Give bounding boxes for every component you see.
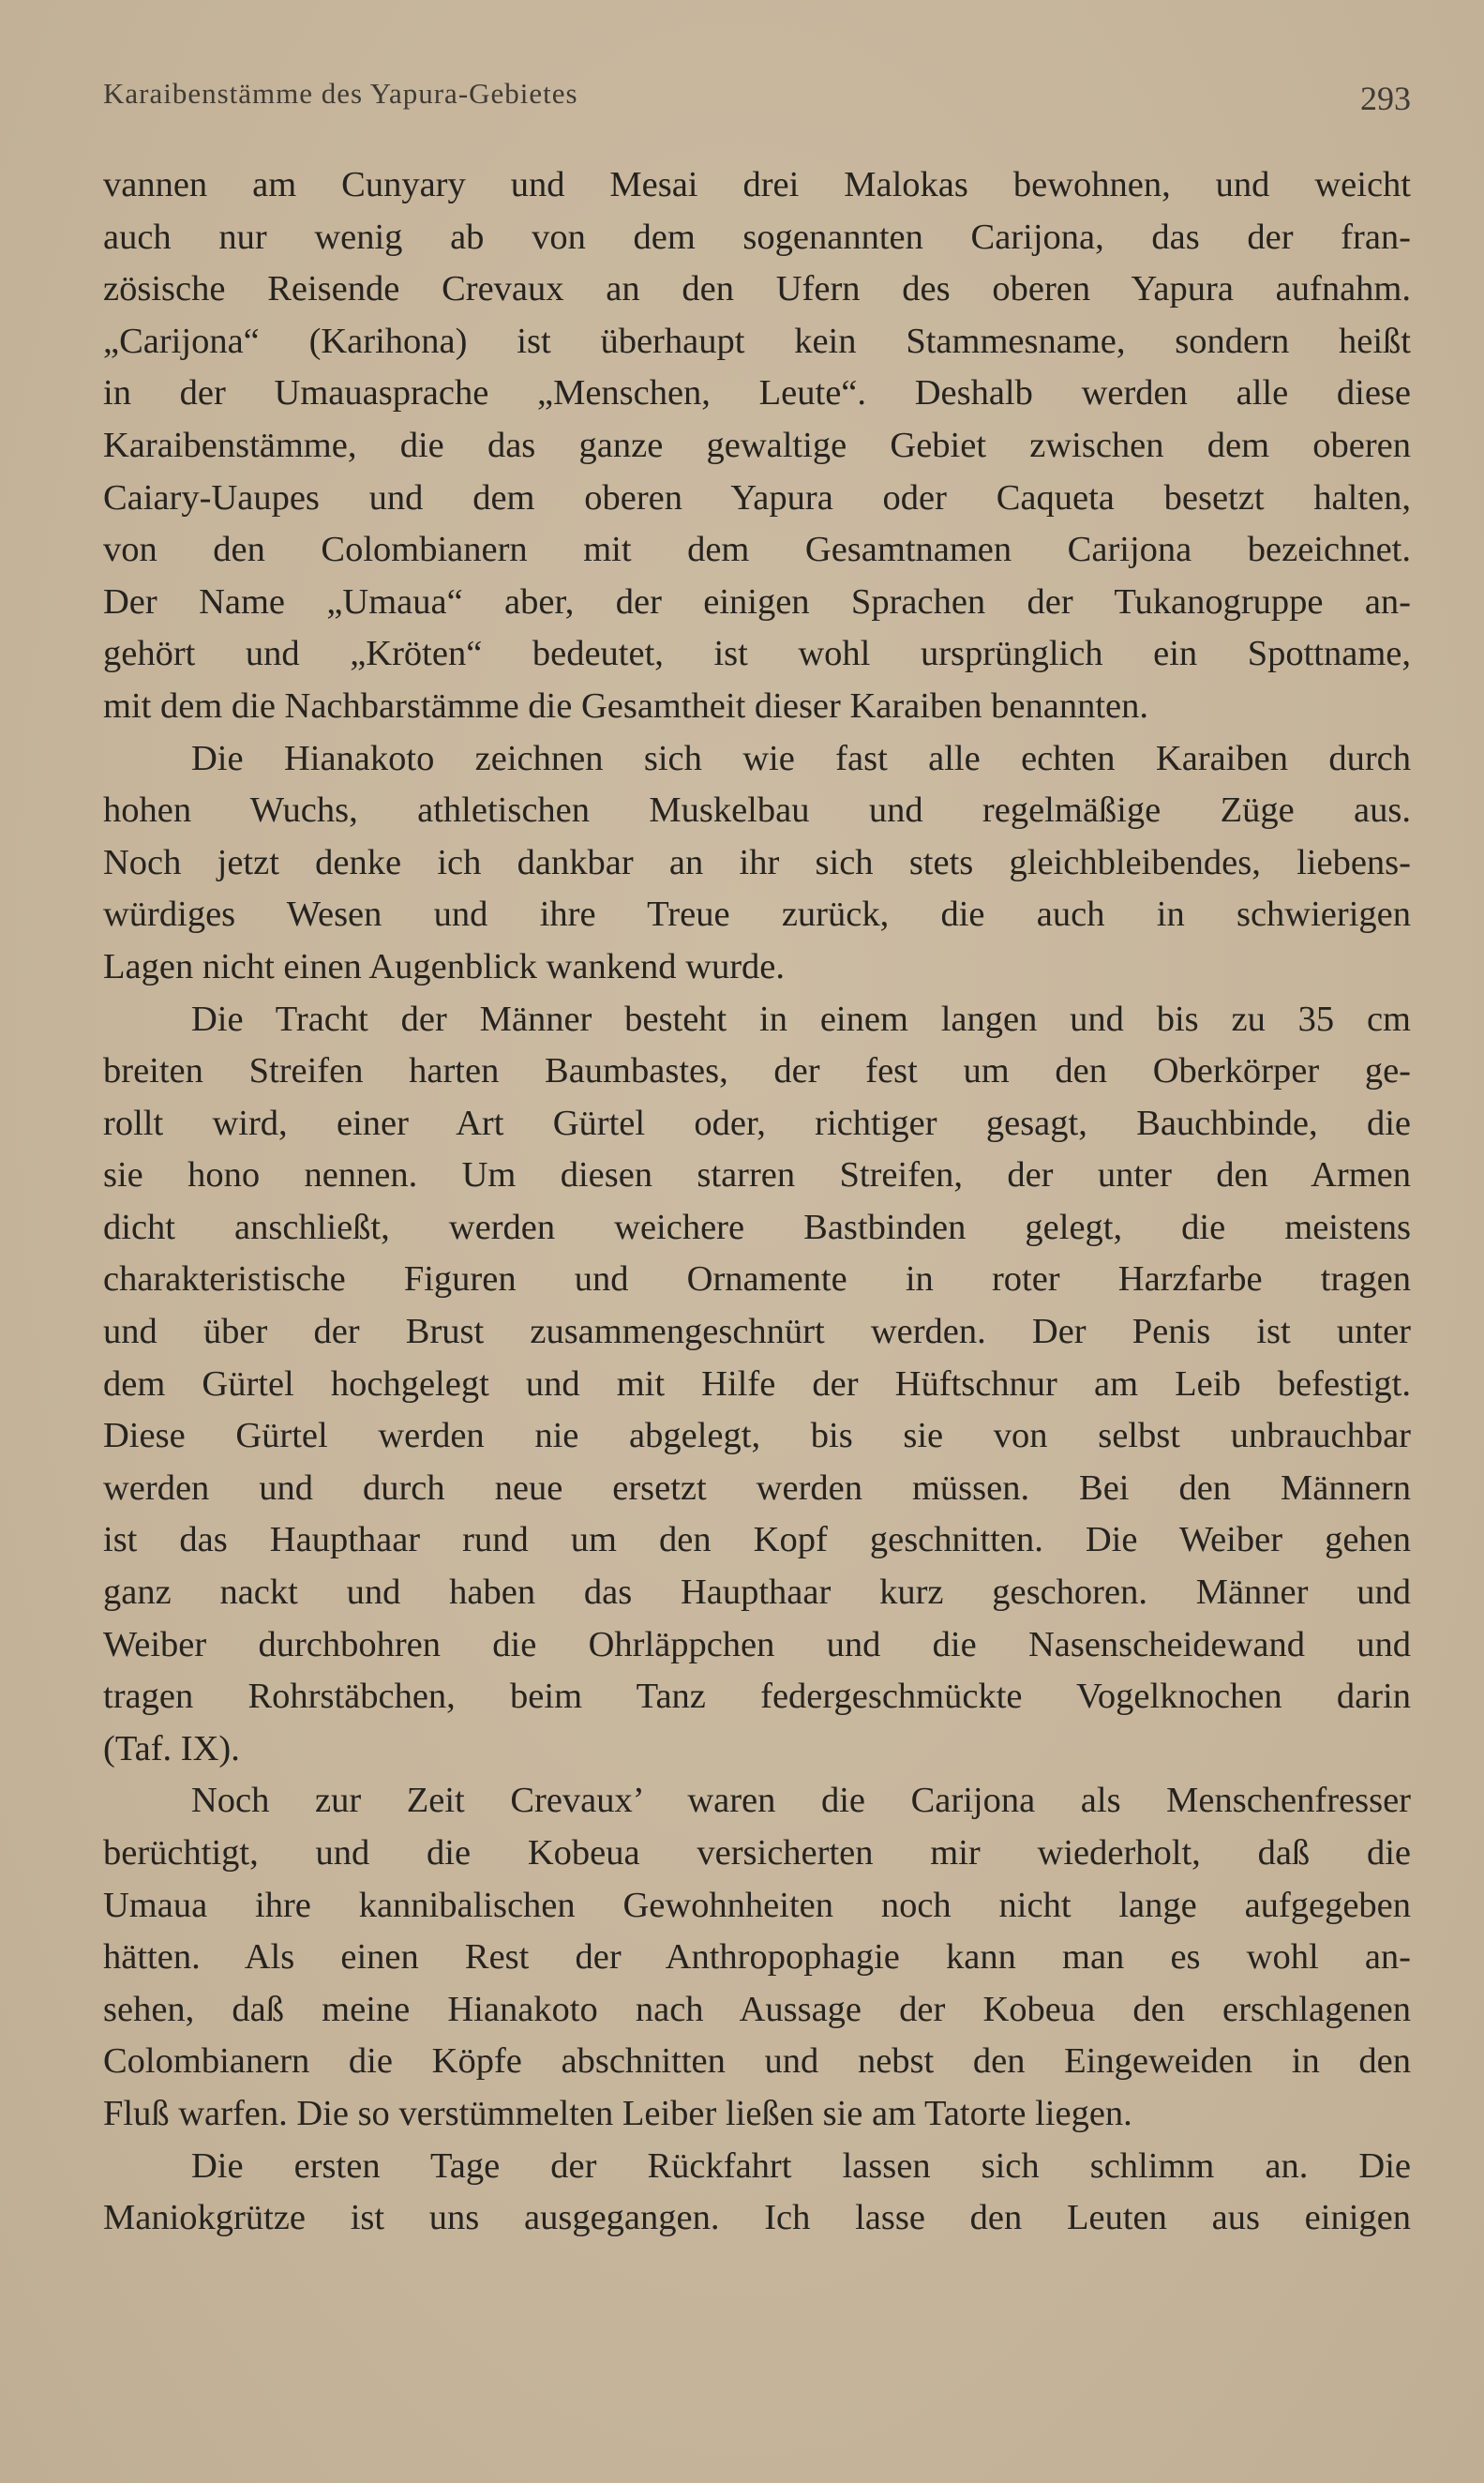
- paragraph-3: [103, 994, 1411, 1776]
- text-line: hätten. Als einen Rest der Anthropophagie kann man es wohl an-: [103, 1937, 1411, 1978]
- text-line: Diese Gürtel werden nie abgelegt, bis sie von selbst unbrauchbar: [103, 1416, 1411, 1456]
- text-line: mit dem die Nachbarstämme die Gesamtheit dieser Karaiben benannten.: [103, 685, 1149, 726]
- text-line: dicht anschließt, werden weichere Bastbinden gelegt, die meistens: [103, 1207, 1411, 1247]
- text-line: vannen am Cunyary und Mesai drei Malokas bewohnen, und weicht: [103, 165, 1411, 204]
- text-line: Die ersten Tage der Rückfahrt lassen sich schlimm an. Die: [191, 2145, 1411, 2186]
- text-line: breiten Streifen harten Baumbastes, der fest um den Oberkörper ge-: [103, 1051, 1411, 1091]
- text-line: in der Umauasprache „Menschen, Leute“. Deshalb werden alle diese: [103, 373, 1411, 414]
- text-line: Noch zur Zeit Crevaux’ waren die Carijona als Menschenfresser: [191, 1781, 1411, 1821]
- text-line: Maniokgrütze ist uns ausgegangen. Ich lasse den Leuten aus einigen: [103, 2198, 1411, 2238]
- text-line: Der Name „Umaua“ aber, der einigen Sprachen der Tukanogruppe an-: [103, 581, 1411, 622]
- text-line: ganz nackt und haben das Haupthaar kurz geschoren. Männer und: [103, 1573, 1411, 1613]
- page-number: 293: [1360, 80, 1411, 117]
- text-line: Die Tracht der Männer besteht in einem langen und bis zu 35 cm: [191, 999, 1411, 1039]
- text-line: Die Hianakoto zeichnen sich wie fast alle echten Karaiben durch: [191, 738, 1411, 778]
- text-line: werden und durch neue ersetzt werden müssen. Bei den Männern: [103, 1467, 1411, 1508]
- text-line: würdiges Wesen und ihre Treue zurück, die auch in schwierigen: [103, 895, 1411, 935]
- paragraph-1: [103, 159, 1411, 733]
- text-line: gehört und „Kröten“ bedeutet, ist wohl ursprünglich ein Spottname,: [103, 634, 1411, 674]
- text-line: „Carijona“ (Karihona) ist überhaupt kein Stammesname, sondern heißt: [103, 321, 1411, 361]
- text-line: Fluß warfen. Die so verstümmelten Leiber ließen sie am Tatorte liegen.: [103, 2093, 1132, 2133]
- text-line: rollt wird, einer Art Gürtel oder, richtiger gesagt, Bauchbinde, die: [103, 1103, 1411, 1143]
- text-line: von den Colombianern mit dem Gesamtnamen Carijona bezeichnet.: [103, 530, 1411, 570]
- text-line: charakteristische Figuren und Ornamente in roter Harzfarbe tragen: [103, 1259, 1411, 1300]
- text-line: zösische Reisende Crevaux an den Ufern des oberen Yapura aufnahm.: [103, 269, 1411, 309]
- paragraph-4: [103, 1775, 1411, 2140]
- text-line: Weiber durchbohren die Ohrläppchen und die Nasenscheidewand und: [103, 1624, 1411, 1664]
- text-line: und über der Brust zusammengeschnürt werden. Der Penis ist unter: [103, 1312, 1411, 1352]
- text-line: (Taf. IX).: [103, 1728, 240, 1768]
- text-line: Lagen nicht einen Augenblick wankend wurde.: [103, 946, 785, 986]
- text-line: sie hono nennen. Um diesen starren Streifen, der unter den Armen: [103, 1155, 1411, 1196]
- text-line: dem Gürtel hochgelegt und mit Hilfe der Hüftschnur am Leib befestigt.: [103, 1363, 1411, 1404]
- text-line: Caiary-Uaupes und dem oberen Yapura oder Caqueta besetzt halten,: [103, 477, 1411, 518]
- running-head: [103, 73, 1411, 129]
- text-line: tragen Rohrstäbchen, beim Tanz federgeschmückte Vogelknochen darin: [103, 1677, 1411, 1717]
- text-line: sehen, daß meine Hianakoto nach Aussage der Kobeua den erschlagenen: [103, 1989, 1411, 2029]
- text-line: Noch jetzt denke ich dankbar an ihr sich stets gleichbleibendes, liebens-: [103, 842, 1411, 882]
- text-line: auch nur wenig ab von dem sogenannten Carijona, das der fran-: [103, 217, 1411, 257]
- text-line: hohen Wuchs, athletischen Muskelbau und regelmäßige Züge aus.: [103, 790, 1411, 831]
- text-line: berüchtigt, und die Kobeua versicherten mir wiederholt, daß die: [103, 1833, 1411, 1873]
- text-line: ist das Haupthaar rund um den Kopf geschnitten. Die Weiber gehen: [103, 1520, 1411, 1560]
- running-title: Karaibenstämme des Yapura-Gebietes: [103, 77, 578, 110]
- paragraph-5: [103, 2141, 1411, 2245]
- text-line: Umaua ihre kannibalischen Gewohnheiten noch nicht lange aufgegeben: [103, 1885, 1411, 1925]
- text-line: Colombianern die Köpfe abschnitten und nebst den Eingeweiden in den: [103, 2041, 1411, 2082]
- body-text: [103, 159, 1411, 2245]
- paragraph-2: [103, 733, 1411, 994]
- text-line: Karaibenstämme, die das ganze gewaltige Gebiet zwischen dem oberen: [103, 425, 1411, 465]
